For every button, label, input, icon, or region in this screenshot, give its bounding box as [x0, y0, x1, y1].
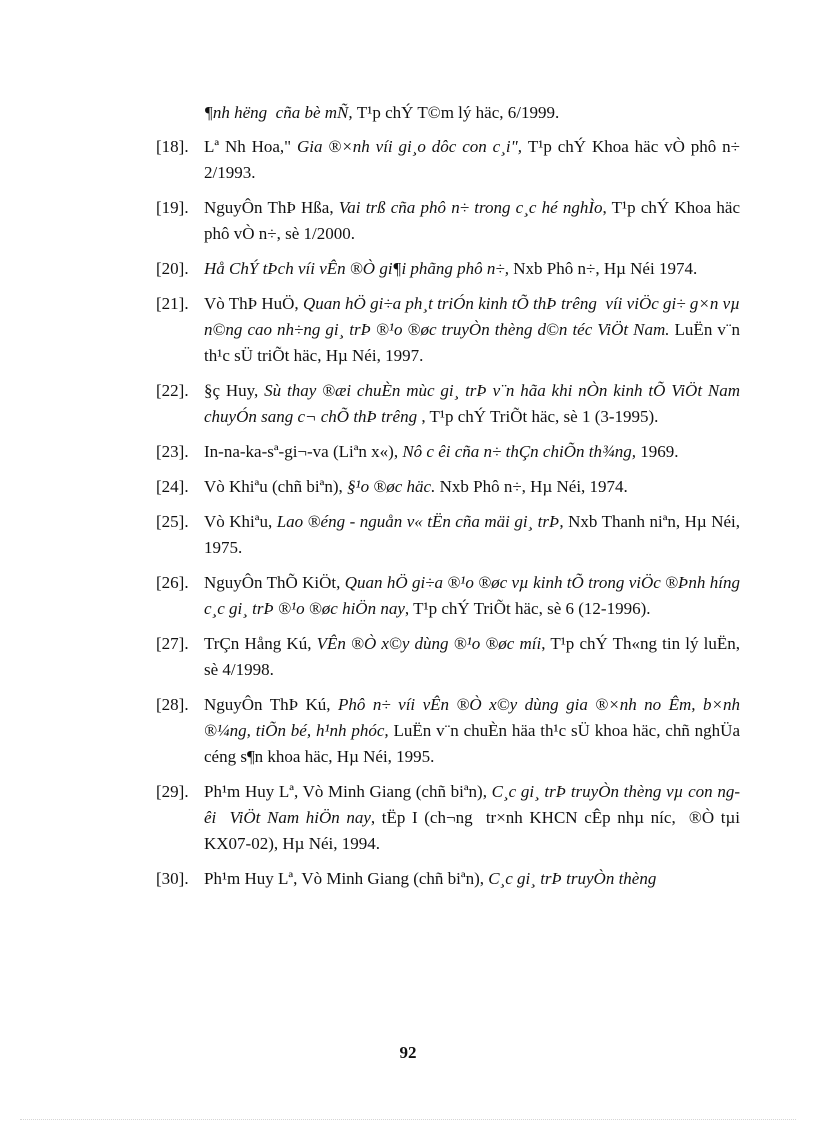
reference-detail: , T¹p chÝ TriÕt häc, sè 6 (12-1996).: [404, 599, 651, 618]
reference-number: [28].: [156, 695, 189, 714]
reference-detail: Nxb Phô n÷, Hµ Néi 1974.: [513, 259, 698, 278]
reference-text: [204, 378, 745, 430]
reference-title: C¸c gi¸ trÞ truyÒn thèng: [488, 869, 657, 888]
reference-text: [204, 866, 740, 892]
reference-title: Quan hÖ gi÷a ph¸t triÓn kinh tÕ thÞ trêng víi viÖc gi÷ g×n vµ n©ng cao nh÷ng gi¸ trÞ ®¹o ®øc truyÒn thèng d©n téc ViÖt Nam.: [204, 294, 745, 339]
reference-detail: T¹p chÝ T©m lý häc, 6/1999.: [356, 103, 560, 122]
reference-number: [26].: [156, 573, 189, 592]
reference-title: Nô c êi cña n÷ thÇn chiÕn th¾ng,: [402, 442, 641, 461]
reference-title: Sù thay ®æi chuÈn mùc gi¸ trÞ v¨n hãa khi nÒn kinh tÕ ViÖt Nam chuyÓn sang c¬ chÕ thÞ trêng: [204, 381, 745, 426]
reference-title: Vai trß cña phô n÷ trong c¸c hé nghÌo: [338, 198, 603, 217]
reference-text: [204, 474, 740, 500]
reference-text: [204, 570, 749, 622]
reference-item: [156, 439, 740, 465]
reference-item: [156, 195, 745, 247]
reference-title: §¹o ®øc häc.: [347, 477, 440, 496]
reference-text: [204, 439, 740, 465]
reference-detail: Ph¹m Huy Lª, Vò Minh Giang (chñ biªn),: [204, 782, 492, 801]
reference-number: [24].: [156, 477, 189, 496]
reference-item: [156, 378, 745, 430]
reference-text: [204, 779, 745, 857]
reference-detail: NguyÔn ThÞ Kú,: [204, 695, 339, 714]
reference-number: [18].: [156, 137, 189, 156]
page-bottom-divider: [20, 1119, 796, 1120]
reference-number: [21].: [156, 294, 189, 313]
reference-detail: , T¹p chÝ Th«ng tin lý luËn, sè 4/1998.: [204, 634, 745, 679]
reference-continuation: [156, 100, 740, 126]
reference-text: [204, 134, 745, 186]
reference-number: [27].: [156, 634, 189, 653]
reference-detail: Vò Khiªu,: [204, 512, 277, 531]
reference-item: [156, 509, 745, 561]
reference-number: [19].: [156, 198, 189, 217]
reference-text: [204, 256, 740, 282]
reference-title: ¶nh hëng cña bè mÑ,: [204, 103, 357, 122]
reference-text: [204, 291, 745, 369]
reference-list: [156, 100, 749, 901]
reference-title: Gia ®×nh víi gi¸o dôc con c¸i",: [297, 137, 528, 156]
reference-title: Phô n÷ víi vÊn ®Ò x©y dùng gia ®×nh no Êm, b×nh ®¼ng, tiÕn bé, h¹nh phóc,: [204, 695, 745, 740]
reference-detail: , T¹p chÝ TriÕt häc, sè 1 (3-1995).: [421, 407, 659, 426]
reference-number: [23].: [156, 442, 189, 461]
reference-detail: Nxb Phô n÷, Hµ Néi, 1974.: [439, 477, 628, 496]
reference-text: [204, 692, 745, 770]
reference-item: [156, 631, 745, 683]
reference-detail: LuËn v¨n chuÈn häa th¹c sÜ khoa häc, chñ nghÜa céng s¶n khoa häc, Hµ Néi, 1995.: [204, 721, 745, 766]
reference-detail: LuËn v¨n th¹c sÜ triÕt häc, Hµ Néi, 1997.: [204, 320, 745, 365]
reference-detail: NguyÔn ThÞ Hßa,: [204, 198, 339, 217]
reference-title: Quan hÖ gi÷a ®¹o ®øc vµ kinh tÕ trong viÖc ®Þnh híng c¸c gi¸ trÞ ®¹o ®øc hiÖn nay: [204, 573, 749, 618]
reference-title: C¸c gi¸ trÞ truyÒn thèng vµ con ngêi ViÖt Nam hiÖn nay: [204, 782, 741, 827]
reference-item: [156, 692, 745, 770]
reference-item: [156, 866, 740, 892]
reference-detail: In-na-ka-sª-gi¬-va (Liªn x«),: [204, 442, 403, 461]
reference-number: [22].: [156, 381, 189, 400]
reference-item: [156, 474, 740, 500]
reference-detail: Vò Khiªu (chñ biªn),: [204, 477, 347, 496]
reference-item: [156, 256, 740, 282]
reference-text: [204, 100, 740, 126]
reference-number: [25].: [156, 512, 189, 531]
reference-detail: 1969.: [640, 442, 679, 461]
reference-title: VÊn ®Ò x©y dùng ®¹o ®øc míi: [316, 634, 542, 653]
reference-item: [156, 134, 745, 186]
reference-item: [156, 779, 745, 857]
reference-number: [20].: [156, 259, 189, 278]
reference-number: [30].: [156, 869, 189, 888]
reference-detail: NguyÔn ThÕ KiÖt,: [204, 573, 345, 592]
page-number: 92: [399, 1043, 417, 1062]
reference-item: [156, 570, 749, 622]
reference-detail: , T¹p chÝ Khoa häc phô vÒ n÷, sè 1/2000.: [204, 198, 745, 243]
reference-detail: TrÇn Hång Kú,: [204, 634, 317, 653]
reference-title: Hå ChÝ tÞch víi vÊn ®Ò gi¶i phãng phô n÷,: [204, 259, 514, 278]
reference-detail: T¹p chÝ Khoa häc vÒ phô n÷ 2/1993.: [204, 137, 745, 182]
reference-text: [204, 631, 745, 683]
reference-number: [29].: [156, 782, 189, 801]
reference-item: [156, 291, 745, 369]
reference-detail: , tËp I (ch¬ng tr×nh KHCN cÊp nhµ níc, ®Ò tµi KX07-02), Hµ Néi, 1994.: [204, 808, 745, 853]
reference-text: [204, 509, 745, 561]
reference-detail: Ph¹m Huy Lª, Vò Minh Giang (chñ biªn),: [204, 869, 489, 888]
reference-title: Lao ®éng - nguån v« tËn cña mäi gi¸ trÞ,: [276, 512, 569, 531]
reference-detail: Nxb Thanh niªn, Hµ Néi, 1975.: [204, 512, 745, 557]
reference-detail: Vò ThÞ HuÖ,: [204, 294, 303, 313]
reference-text: [204, 195, 745, 247]
reference-detail: §ç Huy,: [204, 381, 265, 400]
reference-detail: Lª Nh Hoa,": [204, 137, 298, 156]
